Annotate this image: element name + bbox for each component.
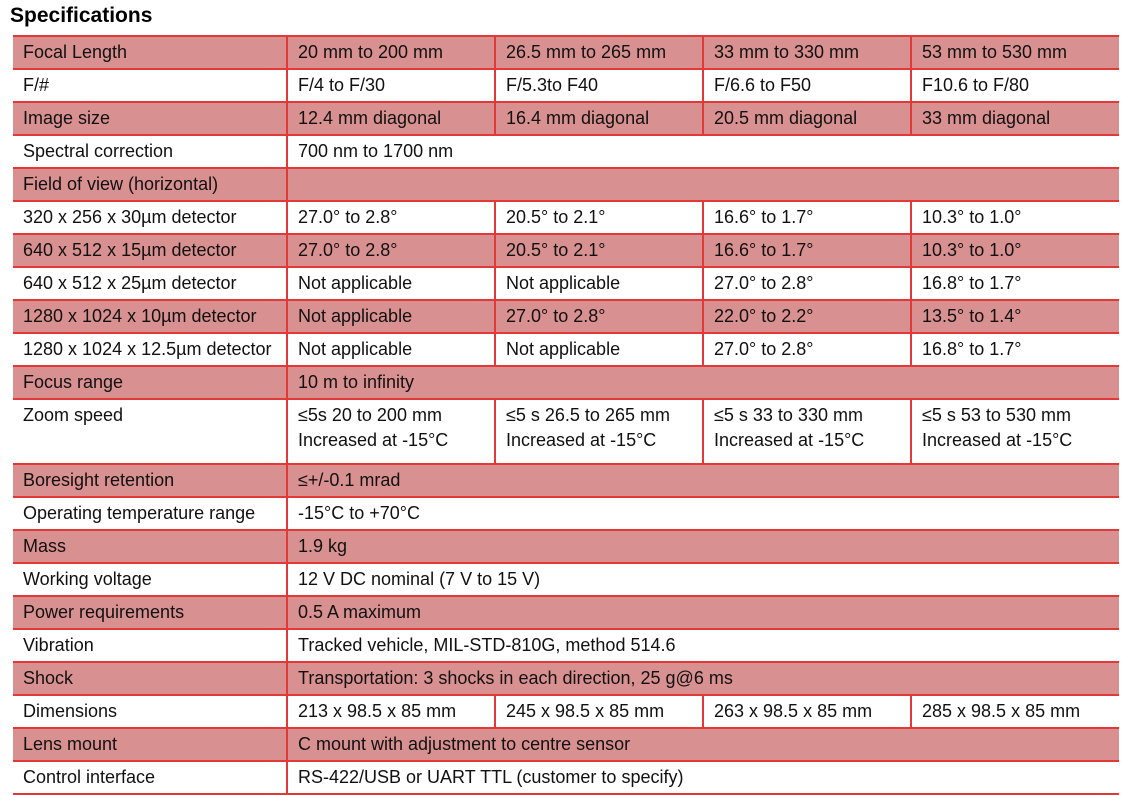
table-row: [13, 267, 1119, 300]
table-row: [13, 102, 1119, 135]
table-row: [13, 464, 1119, 497]
row-label: Spectral correction: [13, 135, 287, 168]
table-cell: 12 V DC nominal (7 V to 15 V): [287, 563, 1119, 596]
table-row: [13, 36, 1119, 69]
table-cell: 27.0° to 2.8°: [703, 267, 911, 300]
specifications-table: [13, 35, 1119, 795]
row-label: Focus range: [13, 366, 287, 399]
table-cell: ≤+/-0.1 mrad: [287, 464, 1119, 497]
table-cell: RS-422/USB or UART TTL (customer to specify): [287, 761, 1119, 794]
table-cell: 213 x 98.5 x 85 mm: [287, 695, 495, 728]
table-row: [13, 300, 1119, 333]
row-label: Dimensions: [13, 695, 287, 728]
row-label: Working voltage: [13, 563, 287, 596]
table-cell: 285 x 98.5 x 85 mm: [911, 695, 1119, 728]
table-cell: Not applicable: [287, 300, 495, 333]
page-title: Specifications: [10, 4, 153, 27]
table-cell: Transportation: 3 shocks in each direction, 25 g@6 ms: [287, 662, 1119, 695]
row-label: 1280 x 1024 x 12.5µm detector: [13, 333, 287, 366]
table-row: [13, 662, 1119, 695]
table-row: [13, 234, 1119, 267]
table-row: [13, 135, 1119, 168]
row-label: F/#: [13, 69, 287, 102]
table-cell: 16.8° to 1.7°: [911, 333, 1119, 366]
table-cell: 16.6° to 1.7°: [703, 201, 911, 234]
table-cell: 1.9 kg: [287, 530, 1119, 563]
table-cell: 10.3° to 1.0°: [911, 201, 1119, 234]
row-label: Zoom speed: [13, 399, 287, 464]
table-row: [13, 497, 1119, 530]
table-row: [13, 366, 1119, 399]
table-cell: 12.4 mm diagonal: [287, 102, 495, 135]
table-cell: F/4 to F/30: [287, 69, 495, 102]
table-cell: 53 mm to 530 mm: [911, 36, 1119, 69]
table-cell: 33 mm to 330 mm: [703, 36, 911, 69]
table-row: [13, 596, 1119, 629]
cell-line: Increased at -15°C: [714, 430, 865, 450]
row-label: Lens mount: [13, 728, 287, 761]
table-cell: 20.5° to 2.1°: [495, 234, 703, 267]
row-label: Vibration: [13, 629, 287, 662]
table-cell: 20.5 mm diagonal: [703, 102, 911, 135]
row-label: 640 x 512 x 15µm detector: [13, 234, 287, 267]
row-label: Boresight retention: [13, 464, 287, 497]
table-cell: Not applicable: [495, 333, 703, 366]
row-label: Shock: [13, 662, 287, 695]
table-cell: [911, 399, 1119, 464]
table-row: [13, 761, 1119, 794]
table-row: [13, 695, 1119, 728]
table-cell: Not applicable: [287, 267, 495, 300]
cell-line: ≤5 s 33 to 330 mm: [714, 405, 863, 425]
table-cell: [287, 168, 1119, 201]
table-row: [13, 530, 1119, 563]
table-cell: 245 x 98.5 x 85 mm: [495, 695, 703, 728]
table-cell: 10 m to infinity: [287, 366, 1119, 399]
table-cell: 22.0° to 2.2°: [703, 300, 911, 333]
table-cell: 16.6° to 1.7°: [703, 234, 911, 267]
table-cell: 10.3° to 1.0°: [911, 234, 1119, 267]
table-cell: F10.6 to F/80: [911, 69, 1119, 102]
table-cell: Not applicable: [287, 333, 495, 366]
table-cell: C mount with adjustment to centre sensor: [287, 728, 1119, 761]
row-label: 640 x 512 x 25µm detector: [13, 267, 287, 300]
table-cell: 0.5 A maximum: [287, 596, 1119, 629]
table-cell: 27.0° to 2.8°: [287, 201, 495, 234]
table-cell: F/6.6 to F50: [703, 69, 911, 102]
row-label: Mass: [13, 530, 287, 563]
table-cell: [703, 399, 911, 464]
table-cell: -15°C to +70°C: [287, 497, 1119, 530]
table-row: [13, 168, 1119, 201]
table-cell: 27.0° to 2.8°: [495, 300, 703, 333]
row-label: Field of view (horizontal): [13, 168, 287, 201]
table-cell: 20 mm to 200 mm: [287, 36, 495, 69]
table-cell: Tracked vehicle, MIL-STD-810G, method 514.6: [287, 629, 1119, 662]
table-row: [13, 728, 1119, 761]
table-cell: 700 nm to 1700 nm: [287, 135, 1119, 168]
cell-line: Increased at -15°C: [506, 430, 657, 450]
table-cell: 263 x 98.5 x 85 mm: [703, 695, 911, 728]
table-cell: [495, 399, 703, 464]
table-cell: 33 mm diagonal: [911, 102, 1119, 135]
table-cell: 13.5° to 1.4°: [911, 300, 1119, 333]
row-label: Operating temperature range: [13, 497, 287, 530]
table-cell: F/5.3to F40: [495, 69, 703, 102]
cell-line: Increased at -15°C: [298, 430, 449, 450]
table-cell: Not applicable: [495, 267, 703, 300]
table-row: [13, 629, 1119, 662]
row-label: Image size: [13, 102, 287, 135]
table-row: [13, 563, 1119, 596]
table-row: [13, 69, 1119, 102]
cell-line: ≤5s 20 to 200 mm: [298, 405, 442, 425]
row-label: 320 x 256 x 30µm detector: [13, 201, 287, 234]
row-label: Power requirements: [13, 596, 287, 629]
row-label: Focal Length: [13, 36, 287, 69]
table-cell: 27.0° to 2.8°: [287, 234, 495, 267]
table-cell: 27.0° to 2.8°: [703, 333, 911, 366]
table-cell: 16.8° to 1.7°: [911, 267, 1119, 300]
table-cell: 16.4 mm diagonal: [495, 102, 703, 135]
table-cell: 20.5° to 2.1°: [495, 201, 703, 234]
table-cell: [287, 399, 495, 464]
row-label: 1280 x 1024 x 10µm detector: [13, 300, 287, 333]
table-row: [13, 333, 1119, 366]
cell-line: Increased at -15°C: [922, 430, 1073, 450]
table-cell: 26.5 mm to 265 mm: [495, 36, 703, 69]
row-label: Control interface: [13, 761, 287, 794]
cell-line: ≤5 s 53 to 530 mm: [922, 405, 1071, 425]
cell-line: ≤5 s 26.5 to 265 mm: [506, 405, 670, 425]
table-row: [13, 399, 1119, 464]
table-row: [13, 201, 1119, 234]
